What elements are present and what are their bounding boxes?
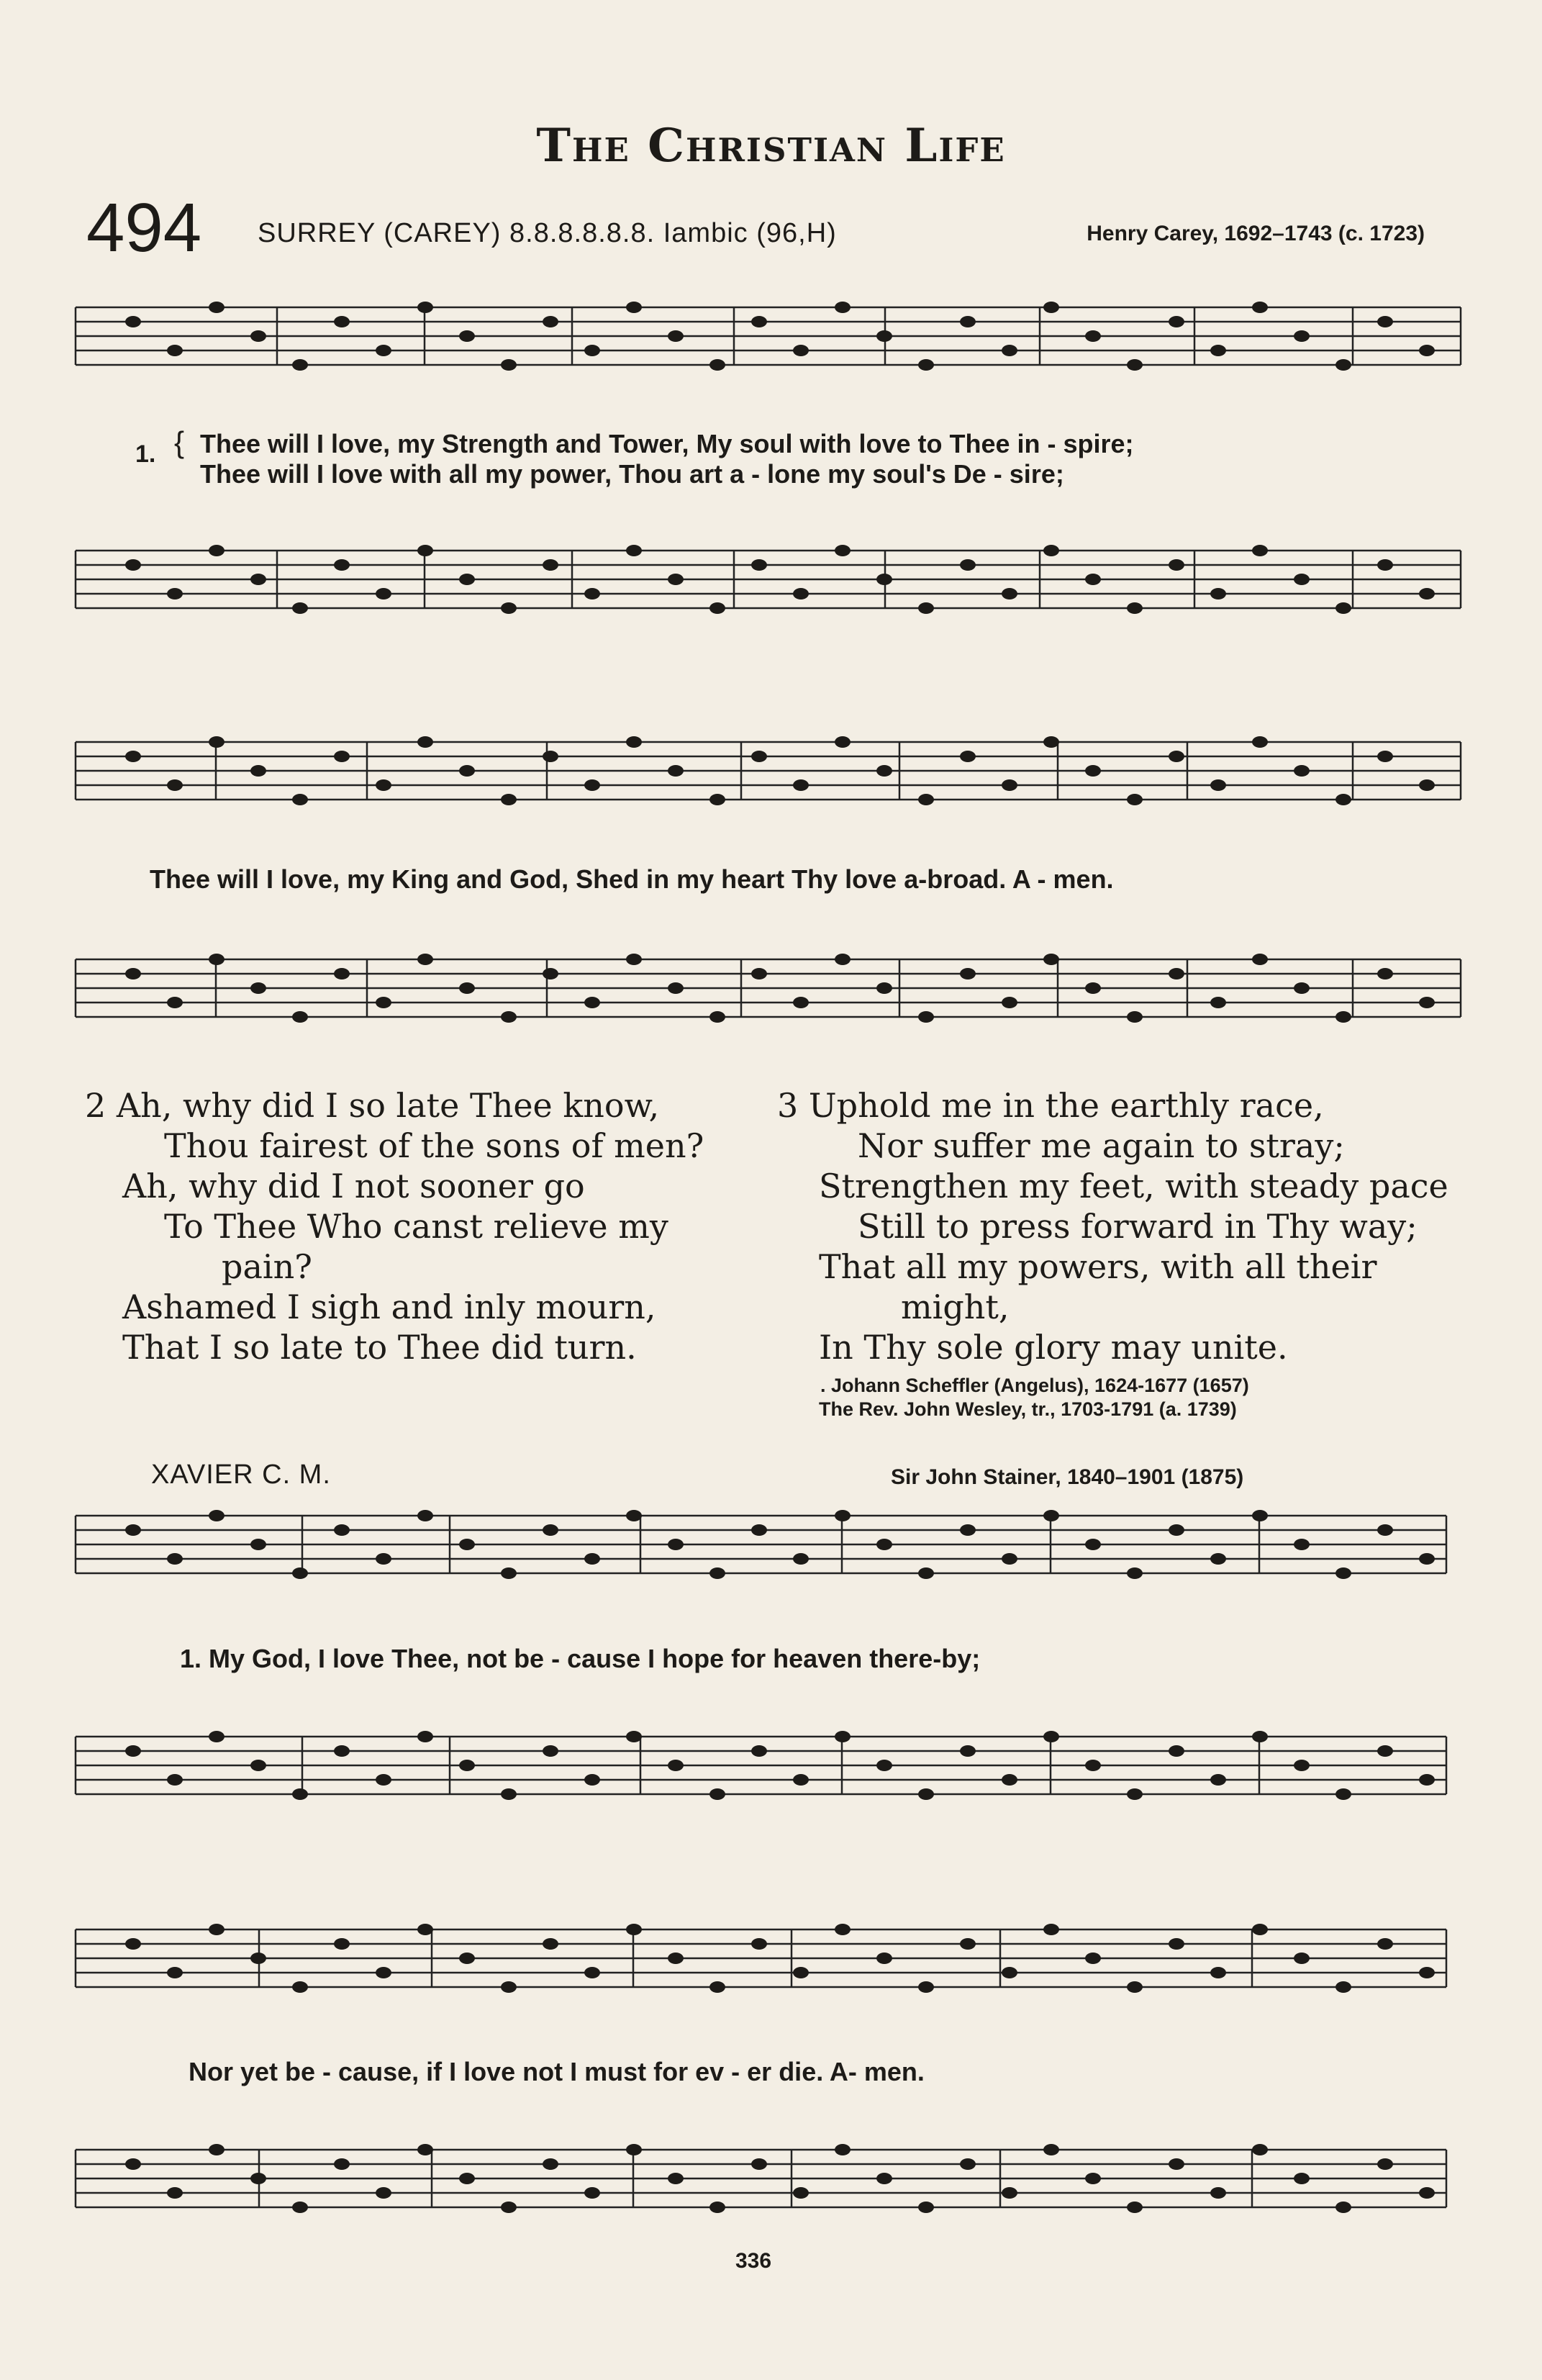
- verse-line: That all my powers, with all their: [819, 1247, 1377, 1286]
- verse-number: 2: [85, 1086, 106, 1125]
- note-head: [1419, 997, 1435, 1008]
- note-head: [376, 345, 391, 356]
- note-head: [167, 1774, 183, 1786]
- note-head: [1419, 345, 1435, 356]
- note-head: [417, 954, 433, 965]
- note-head: [209, 1510, 225, 1521]
- note-head: [459, 2173, 475, 2184]
- note-head: [793, 1553, 809, 1565]
- composer-credit: Henry Carey, 1692–1743 (c. 1723): [1087, 222, 1425, 245]
- note-head: [584, 1774, 600, 1786]
- note-head: [1043, 736, 1059, 748]
- note-head: [1085, 982, 1101, 994]
- note-head: [250, 2173, 266, 2184]
- note-head: [751, 1524, 767, 1536]
- verse-line: Ah, why did I not sooner go: [122, 1167, 585, 1205]
- verse-line: That I so late to Thee did turn.: [122, 1328, 637, 1367]
- note-head: [876, 765, 892, 777]
- note-head: [584, 1967, 600, 1978]
- note-head: [250, 1760, 266, 1771]
- note-head: [835, 545, 851, 556]
- note-head: [376, 2187, 391, 2199]
- note-head: [334, 1524, 350, 1536]
- note-head: [1127, 794, 1143, 805]
- note-head: [334, 316, 350, 327]
- note-head: [1127, 359, 1143, 371]
- note-head: [125, 1745, 141, 1757]
- note-head: [918, 602, 934, 614]
- note-head: [501, 794, 517, 805]
- note-head: [1043, 954, 1059, 965]
- verse-line: Nor suffer me again to stray;: [858, 1126, 1345, 1165]
- note-head: [417, 1731, 433, 1742]
- note-head: [918, 1981, 934, 1993]
- note-head: [709, 1981, 725, 1993]
- note-head: [1377, 751, 1393, 762]
- note-head: [918, 1011, 934, 1023]
- lyric-line: Thee will I love, my Strength and Tower, My soul with love to Thee in - spire;: [200, 429, 1134, 458]
- note-head: [1002, 1774, 1017, 1786]
- note-head: [1210, 997, 1226, 1008]
- note-head: [876, 1539, 892, 1550]
- note-head: [626, 1731, 642, 1742]
- note-head: [292, 1567, 308, 1579]
- note-head: [584, 1553, 600, 1565]
- note-head: [459, 1760, 475, 1771]
- author-credit: . Johann Scheffler (Angelus), 1624-1677 (1657): [820, 1375, 1249, 1396]
- note-head: [876, 574, 892, 585]
- note-head: [1335, 1981, 1351, 1993]
- note-head: [334, 751, 350, 762]
- note-head: [1252, 736, 1268, 748]
- note-head: [1335, 1788, 1351, 1800]
- note-head: [960, 559, 976, 571]
- note-head: [459, 765, 475, 777]
- note-head: [292, 1788, 308, 1800]
- note-head: [209, 302, 225, 313]
- note-head: [1419, 1774, 1435, 1786]
- note-head: [1085, 1760, 1101, 1771]
- note-head: [1210, 2187, 1226, 2199]
- note-head: [1127, 1788, 1143, 1800]
- note-head: [918, 359, 934, 371]
- note-head: [584, 588, 600, 599]
- verse-line: To Thee Who canst relieve my: [164, 1207, 668, 1246]
- note-head: [125, 968, 141, 979]
- note-head: [1002, 1553, 1017, 1565]
- note-head: [334, 968, 350, 979]
- lyric-line: 1. My God, I love Thee, not be - cause I hope for heaven there-by;: [180, 1644, 981, 1673]
- note-head: [292, 794, 308, 805]
- note-head: [1294, 2173, 1310, 2184]
- note-head: [626, 954, 642, 965]
- note-head: [709, 1567, 725, 1579]
- note-head: [709, 2202, 725, 2213]
- note-head: [1169, 1745, 1184, 1757]
- note-head: [1043, 545, 1059, 556]
- note-head: [417, 1510, 433, 1521]
- note-head: [376, 997, 391, 1008]
- note-head: [1377, 316, 1393, 327]
- note-head: [1085, 1539, 1101, 1550]
- note-head: [876, 330, 892, 342]
- note-head: [417, 302, 433, 313]
- note-head: [751, 751, 767, 762]
- note-head: [1419, 2187, 1435, 2199]
- note-head: [1169, 559, 1184, 571]
- composer-credit: Sir John Stainer, 1840–1901 (1875): [891, 1465, 1244, 1489]
- note-head: [209, 1924, 225, 1935]
- note-head: [543, 1938, 558, 1950]
- note-head: [584, 997, 600, 1008]
- page-number: 336: [735, 2249, 772, 2273]
- verse-2: [85, 1085, 704, 1367]
- note-head: [250, 1539, 266, 1550]
- note-head: [250, 982, 266, 994]
- verse-line: In Thy sole glory may unite.: [819, 1328, 1288, 1367]
- note-head: [1210, 779, 1226, 791]
- note-head: [1127, 2202, 1143, 2213]
- note-head: [1210, 588, 1226, 599]
- note-head: [1002, 997, 1017, 1008]
- note-head: [793, 997, 809, 1008]
- note-head: [376, 1553, 391, 1565]
- note-head: [543, 316, 558, 327]
- note-head: [209, 545, 225, 556]
- note-head: [459, 330, 475, 342]
- note-head: [835, 302, 851, 313]
- note-head: [501, 1011, 517, 1023]
- note-head: [167, 997, 183, 1008]
- verse-line: Strengthen my feet, with steady pace: [819, 1167, 1448, 1205]
- note-head: [1043, 1510, 1059, 1521]
- note-head: [751, 1745, 767, 1757]
- note-head: [793, 779, 809, 791]
- lyric-line: Thee will I love, my King and God, Shed in my heart Thy love a-broad. A - men.: [150, 864, 1114, 894]
- note-head: [417, 736, 433, 748]
- note-head: [835, 954, 851, 965]
- note-head: [960, 1938, 976, 1950]
- note-head: [376, 1774, 391, 1786]
- verse-line: Thou fairest of the sons of men?: [164, 1126, 704, 1165]
- note-head: [626, 736, 642, 748]
- note-head: [1252, 954, 1268, 965]
- note-head: [751, 968, 767, 979]
- verse-line: pain?: [222, 1247, 312, 1286]
- note-head: [1335, 1011, 1351, 1023]
- note-head: [918, 794, 934, 805]
- note-head: [668, 765, 684, 777]
- note-head: [209, 2144, 225, 2155]
- tune-name: SURREY (CAREY) 8.8.8.8.8.8. Iambic (96,H): [258, 218, 837, 248]
- note-head: [1043, 2144, 1059, 2155]
- verse-number: 3: [777, 1086, 799, 1125]
- note-head: [1377, 1524, 1393, 1536]
- note-head: [1085, 2173, 1101, 2184]
- note-head: [668, 1953, 684, 1964]
- note-head: [751, 559, 767, 571]
- note-head: [501, 1567, 517, 1579]
- note-head: [626, 1924, 642, 1935]
- note-head: [1252, 1731, 1268, 1742]
- note-head: [1294, 330, 1310, 342]
- note-head: [167, 1967, 183, 1978]
- note-head: [125, 2158, 141, 2170]
- note-head: [543, 1745, 558, 1757]
- note-head: [543, 1524, 558, 1536]
- note-head: [250, 574, 266, 585]
- note-head: [584, 779, 600, 791]
- note-head: [668, 2173, 684, 2184]
- note-head: [1002, 588, 1017, 599]
- note-head: [1002, 2187, 1017, 2199]
- brace: {: [174, 425, 185, 459]
- note-head: [1377, 1745, 1393, 1757]
- note-head: [793, 1967, 809, 1978]
- note-head: [1002, 779, 1017, 791]
- note-head: [250, 1953, 266, 1964]
- note-head: [1085, 1953, 1101, 1964]
- note-head: [835, 1731, 851, 1742]
- note-head: [292, 359, 308, 371]
- verse-line: Still to press forward in Thy way;: [858, 1207, 1418, 1246]
- note-head: [1252, 1924, 1268, 1935]
- note-head: [876, 2173, 892, 2184]
- note-head: [1294, 765, 1310, 777]
- note-head: [501, 1788, 517, 1800]
- lyric-line: Thee will I love with all my power, Thou art a - lone my soul's De - sire;: [200, 459, 1064, 489]
- verse-line: Ah, why did I so late Thee know,: [116, 1086, 660, 1125]
- note-head: [417, 545, 433, 556]
- note-head: [876, 982, 892, 994]
- note-head: [543, 751, 558, 762]
- note-head: [1377, 2158, 1393, 2170]
- lyric-line: Nor yet be - cause, if I love not I must for ev - er die. A- men.: [189, 2057, 925, 2086]
- note-head: [835, 736, 851, 748]
- verse-line: might,: [901, 1288, 1010, 1326]
- verse-3: [777, 1085, 1448, 1367]
- note-head: [125, 751, 141, 762]
- note-head: [793, 345, 809, 356]
- note-head: [751, 2158, 767, 2170]
- note-head: [709, 794, 725, 805]
- note-head: [1002, 345, 1017, 356]
- note-head: [584, 2187, 600, 2199]
- section-header: The Christian Life: [536, 119, 1006, 173]
- note-head: [292, 1011, 308, 1023]
- note-head: [376, 588, 391, 599]
- note-head: [1252, 302, 1268, 313]
- note-head: [1043, 1731, 1059, 1742]
- note-head: [209, 954, 225, 965]
- note-head: [459, 1539, 475, 1550]
- note-head: [1294, 1539, 1310, 1550]
- note-head: [334, 559, 350, 571]
- note-head: [1377, 559, 1393, 571]
- note-head: [250, 765, 266, 777]
- tune-name: XAVIER C. M.: [151, 1460, 331, 1490]
- note-head: [1377, 1938, 1393, 1950]
- note-head: [1210, 1967, 1226, 1978]
- note-head: [1002, 1967, 1017, 1978]
- note-head: [1252, 2144, 1268, 2155]
- note-head: [292, 2202, 308, 2213]
- note-head: [960, 316, 976, 327]
- note-head: [209, 736, 225, 748]
- note-head: [334, 2158, 350, 2170]
- note-head: [1169, 1938, 1184, 1950]
- note-head: [709, 359, 725, 371]
- note-head: [501, 1981, 517, 1993]
- note-head: [918, 1788, 934, 1800]
- note-head: [125, 1524, 141, 1536]
- note-head: [709, 602, 725, 614]
- note-head: [1335, 1567, 1351, 1579]
- note-head: [459, 574, 475, 585]
- note-head: [1419, 588, 1435, 599]
- note-head: [751, 1938, 767, 1950]
- note-head: [1085, 330, 1101, 342]
- note-head: [543, 559, 558, 571]
- note-head: [793, 1774, 809, 1786]
- note-head: [125, 1938, 141, 1950]
- note-head: [1419, 1553, 1435, 1565]
- note-head: [626, 545, 642, 556]
- note-head: [1210, 345, 1226, 356]
- note-head: [1294, 574, 1310, 585]
- note-head: [668, 1760, 684, 1771]
- note-head: [626, 302, 642, 313]
- note-head: [709, 1011, 725, 1023]
- note-head: [1377, 968, 1393, 979]
- note-head: [835, 2144, 851, 2155]
- note-head: [167, 779, 183, 791]
- note-head: [1335, 359, 1351, 371]
- note-head: [1085, 765, 1101, 777]
- note-head: [668, 1539, 684, 1550]
- note-head: [960, 751, 976, 762]
- note-head: [1043, 1924, 1059, 1935]
- note-head: [1335, 794, 1351, 805]
- note-head: [501, 602, 517, 614]
- note-head: [960, 1745, 976, 1757]
- note-head: [1085, 574, 1101, 585]
- note-head: [793, 588, 809, 599]
- note-head: [459, 1953, 475, 1964]
- note-head: [209, 1731, 225, 1742]
- note-head: [1169, 968, 1184, 979]
- note-head: [626, 1510, 642, 1521]
- note-head: [918, 1567, 934, 1579]
- note-head: [543, 968, 558, 979]
- note-head: [960, 1524, 976, 1536]
- note-head: [835, 1510, 851, 1521]
- note-head: [1127, 1981, 1143, 1993]
- note-head: [1294, 1760, 1310, 1771]
- note-head: [501, 359, 517, 371]
- note-head: [1169, 1524, 1184, 1536]
- note-head: [793, 2187, 809, 2199]
- translator-credit: The Rev. John Wesley, tr., 1703-1791 (a. 1739): [819, 1398, 1237, 1420]
- note-head: [876, 1760, 892, 1771]
- note-head: [668, 982, 684, 994]
- note-head: [709, 1788, 725, 1800]
- hymn-number: 494: [86, 189, 202, 266]
- note-head: [167, 345, 183, 356]
- note-head: [125, 559, 141, 571]
- verse-line: Ashamed I sigh and inly mourn,: [122, 1288, 656, 1326]
- note-head: [1335, 2202, 1351, 2213]
- note-head: [584, 345, 600, 356]
- note-head: [668, 574, 684, 585]
- note-head: [376, 779, 391, 791]
- note-head: [1169, 2158, 1184, 2170]
- note-head: [960, 2158, 976, 2170]
- note-head: [626, 2144, 642, 2155]
- note-head: [1127, 602, 1143, 614]
- note-head: [417, 1924, 433, 1935]
- note-head: [543, 2158, 558, 2170]
- note-head: [334, 1745, 350, 1757]
- note-head: [1043, 302, 1059, 313]
- note-head: [835, 1924, 851, 1935]
- note-head: [1210, 1553, 1226, 1565]
- note-head: [668, 330, 684, 342]
- note-head: [292, 602, 308, 614]
- note-head: [751, 316, 767, 327]
- verse-number: 1.: [135, 440, 156, 468]
- note-head: [1419, 1967, 1435, 1978]
- note-head: [501, 2202, 517, 2213]
- note-head: [960, 968, 976, 979]
- note-head: [167, 1553, 183, 1565]
- note-head: [1335, 602, 1351, 614]
- note-head: [250, 330, 266, 342]
- note-head: [1252, 1510, 1268, 1521]
- note-head: [1419, 779, 1435, 791]
- note-head: [167, 2187, 183, 2199]
- note-head: [292, 1981, 308, 1993]
- note-head: [1294, 1953, 1310, 1964]
- note-head: [1210, 1774, 1226, 1786]
- note-head: [125, 316, 141, 327]
- note-head: [167, 588, 183, 599]
- note-head: [876, 1953, 892, 1964]
- verse-line: Uphold me in the earthly race,: [808, 1086, 1324, 1125]
- note-head: [459, 982, 475, 994]
- note-head: [1127, 1567, 1143, 1579]
- note-head: [334, 1938, 350, 1950]
- note-head: [417, 2144, 433, 2155]
- note-head: [376, 1967, 391, 1978]
- note-head: [1294, 982, 1310, 994]
- note-head: [1169, 751, 1184, 762]
- note-head: [1127, 1011, 1143, 1023]
- note-head: [1169, 316, 1184, 327]
- note-head: [918, 2202, 934, 2213]
- note-head: [1252, 545, 1268, 556]
